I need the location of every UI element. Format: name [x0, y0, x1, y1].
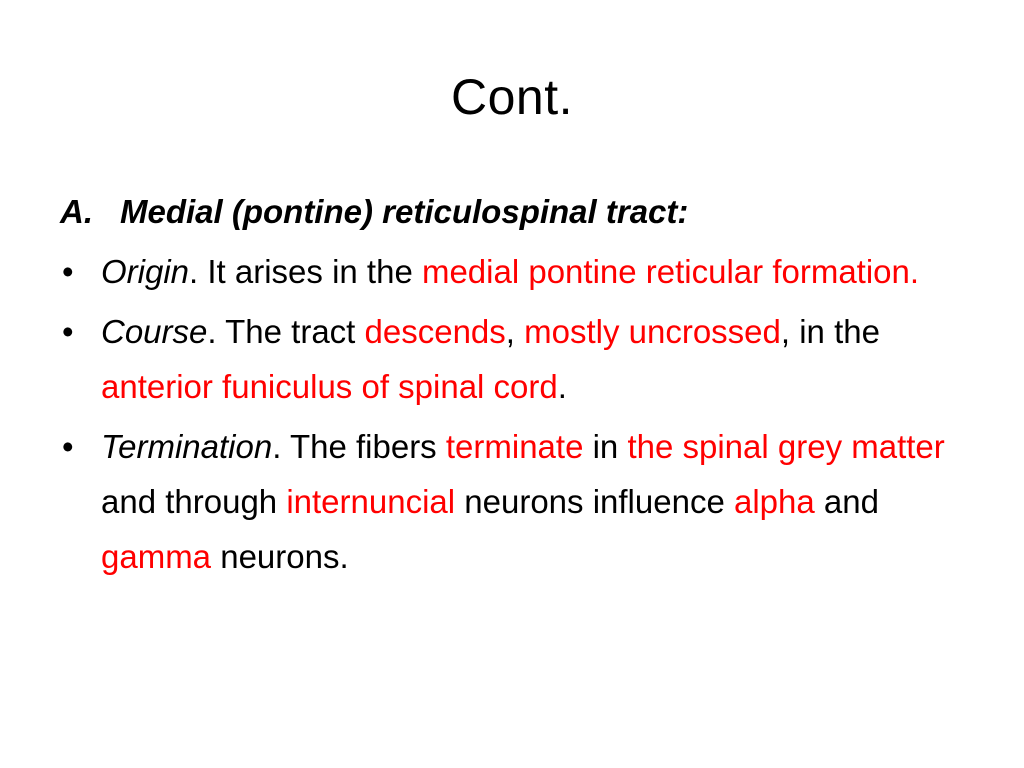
termination-highlight-4: alpha — [733, 483, 815, 520]
termination-text-1: . The fibers — [272, 428, 446, 465]
bullet-origin — [60, 244, 980, 299]
origin-text-1: . It arises in the — [189, 253, 422, 290]
course-text-4: . — [557, 368, 567, 405]
termination-highlight-3: internuncial — [286, 483, 456, 520]
section-heading-text: Medial (pontine) reticulospinal tract: — [120, 193, 689, 230]
origin-term: Origin — [101, 253, 190, 290]
course-highlight-1: descends — [364, 313, 506, 350]
course-text-3: , in the — [780, 313, 880, 350]
termination-term: Termination — [101, 428, 273, 465]
termination-highlight-1: terminate — [445, 428, 584, 465]
termination-text-6: neurons. — [211, 538, 349, 575]
course-highlight-3: anterior funiculus of spinal cord — [101, 368, 558, 405]
section-letter: A. — [60, 193, 93, 230]
termination-highlight-2: the spinal grey matter — [627, 428, 945, 465]
bullet-termination — [60, 419, 980, 584]
bullet-course — [60, 304, 980, 414]
bullet-dot: • — [62, 428, 74, 465]
bullet-dot: • — [62, 313, 74, 350]
slide-body — [60, 184, 980, 584]
termination-text-5: and — [814, 483, 879, 520]
course-term: Course — [101, 313, 208, 350]
course-text-2: , — [505, 313, 525, 350]
section-heading — [60, 184, 980, 239]
termination-highlight-5: gamma — [101, 538, 212, 575]
course-highlight-2: mostly uncrossed — [524, 313, 781, 350]
termination-text-3: and through — [101, 483, 287, 520]
bullet-dot: • — [62, 253, 74, 290]
termination-text-2: in — [583, 428, 628, 465]
course-text-1: . The tract — [207, 313, 365, 350]
slide-title: Cont. — [450, 69, 573, 125]
termination-text-4: neurons influence — [455, 483, 734, 520]
origin-highlight-1: medial pontine reticular formation. — [421, 253, 920, 290]
